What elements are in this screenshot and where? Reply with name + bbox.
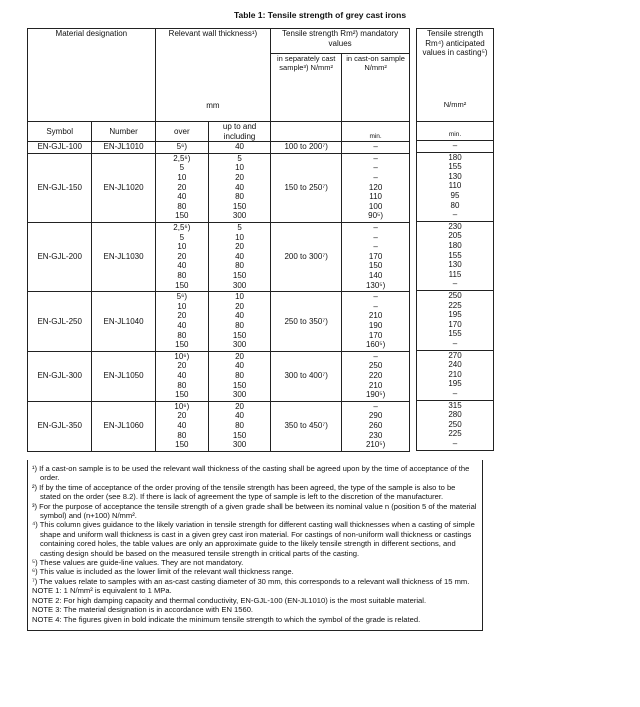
grade-caston-value: –	[373, 142, 378, 152]
note-item: NOTE 1: 1 N/mm² is equivalent to 1 MPa.	[32, 586, 172, 596]
anticipated-row	[417, 290, 494, 350]
grade-upto-value: 300	[232, 390, 247, 400]
grade-over-value: 40	[177, 420, 187, 430]
grade-anticipated-value: 130	[448, 260, 462, 270]
grade-anticipated-value: 180	[448, 240, 462, 250]
header-wall-thickness: Relevant wall thickness¹)	[155, 29, 270, 54]
grade-row	[28, 222, 410, 291]
grade-over-value: 40	[177, 192, 187, 202]
grade-upto-value: 150	[232, 380, 247, 390]
grade-upto-value: 20	[235, 401, 245, 411]
grade-anticipated-value: 195	[448, 379, 462, 389]
grade-upto-value: 20	[235, 351, 245, 361]
grade-upto-value: 300	[232, 211, 247, 221]
grade-upto-value: 10	[235, 163, 245, 173]
grade-upto-value: 300	[232, 440, 247, 450]
grade-over-value: 20	[177, 361, 187, 371]
grade-row	[28, 292, 410, 352]
grade-over	[155, 292, 208, 352]
grade-anticipated	[417, 290, 494, 350]
grade-caston-value: 190	[368, 320, 383, 330]
grade-symbol: EN-GJL-200	[28, 222, 92, 291]
grade-over-value: 2,5⁶)	[173, 222, 191, 232]
grade-caston	[342, 142, 410, 154]
grade-anticipated-value: –	[452, 438, 458, 448]
grade-over-value: 5	[179, 232, 185, 242]
footnote: ⁶) This value is included as the lower limit of the relevant wall thickness range.	[32, 567, 294, 577]
grade-anticipated-value: 95	[450, 190, 460, 200]
grade-over-value: 40	[177, 320, 187, 330]
grade-anticipated-value: –	[452, 210, 458, 220]
grade-caston-value: –	[373, 242, 378, 252]
grade-separate-range: 350 to 450⁷)	[271, 401, 342, 451]
grade-separate-range: 200 to 300⁷)	[271, 222, 342, 291]
grade-caston-value: 130⁵)	[365, 280, 386, 290]
header-cast-on: in cast-on sample N/mm²	[342, 53, 410, 101]
grade-caston-value: 210	[368, 380, 383, 390]
note-item: NOTE 4: The figures given in bold indicate the minimum tensile strength to which the symbol of the grade is related.	[32, 614, 421, 624]
anticipated-row	[417, 400, 494, 450]
grade-anticipated-value: 225	[448, 429, 462, 439]
grade-upto-value: 150	[232, 201, 247, 211]
grade-number: EN-JL1060	[92, 401, 155, 451]
grade-upto	[208, 142, 270, 154]
grade-upto-value: 40	[235, 361, 245, 371]
grade-upto-value: 80	[235, 320, 245, 330]
grade-caston	[342, 153, 410, 222]
footnote: ⁴) This column gives guidance to the likely variation in tensile strength for different casting wall thicknesses when a casting of simple shape and uniform wall thickness is cast in a given grey cast iron material. For castings of non-uniform wall thickness or castings containing cored holes, the table values are only an approximate guide to the likely tensile strength in different sections, and casting design should be based on the measured tensile strength in critical parts of the casting.	[32, 520, 475, 558]
grade-caston-value: 140	[368, 270, 383, 280]
grade-anticipated	[417, 221, 494, 290]
grade-upto	[208, 153, 270, 222]
grade-caston-value: 260	[368, 420, 383, 430]
grade-symbol: EN-GJL-250	[28, 292, 92, 352]
grade-number: EN-JL1010	[92, 142, 155, 154]
grade-anticipated	[417, 141, 494, 153]
grade-separate-range: 150 to 250⁷)	[271, 153, 342, 222]
grade-anticipated-value: 155	[448, 250, 462, 260]
grade-caston	[342, 401, 410, 451]
grade-number: EN-JL1040	[92, 292, 155, 352]
header-tensile-strength: Tensile strength Rm²) mandatory values	[271, 29, 410, 54]
grade-upto-value: 40	[235, 251, 245, 261]
grade-caston-value: 120	[368, 182, 383, 192]
grade-number: EN-JL1020	[92, 153, 155, 222]
grade-over-value: 40	[177, 370, 187, 380]
grade-over-value: 10	[177, 172, 187, 182]
grade-over-value: 80	[177, 270, 187, 280]
grade-separate-range: 300 to 400⁷)	[271, 351, 342, 401]
grade-anticipated	[417, 350, 494, 400]
grade-over-value: 5⁶)	[176, 292, 188, 302]
grade-upto-value: 40	[235, 142, 245, 152]
grade-anticipated	[417, 152, 494, 221]
grade-caston-value: –	[373, 153, 378, 163]
grade-anticipated-value: 130	[448, 171, 462, 181]
footnote: ³) For the purpose of acceptance the tensile strength of a given grade shall be between its nominal value n (position 5 of the material symbol) and (n+100) N/mm².	[32, 501, 477, 521]
grade-anticipated-value: 250	[448, 290, 462, 300]
grade-upto-value: 40	[235, 411, 245, 421]
grade-caston-value: 190⁵)	[365, 390, 386, 400]
grade-anticipated-value: 195	[448, 310, 462, 320]
grade-row	[28, 401, 410, 451]
grade-anticipated-value: 270	[448, 350, 462, 360]
grade-over-value: 5⁶)	[176, 142, 188, 152]
grade-caston-value: 170	[368, 330, 383, 340]
grade-upto-value: 80	[235, 192, 245, 202]
grade-over-value: 5	[179, 163, 185, 173]
grade-caston-value: 110	[369, 192, 382, 202]
grade-anticipated-value: –	[452, 279, 458, 289]
grade-caston	[342, 292, 410, 352]
grade-upto-value: 300	[232, 340, 247, 350]
grade-anticipated-value: 225	[448, 300, 462, 310]
grade-over-value: 20	[177, 311, 187, 321]
grade-anticipated-value: 280	[448, 410, 462, 420]
anticipated-row	[417, 141, 494, 153]
grade-anticipated-value: 155	[448, 329, 462, 339]
grade-over	[155, 401, 208, 451]
grade-anticipated-value: 315	[448, 400, 462, 410]
grade-caston	[342, 351, 410, 401]
header-number: Number	[92, 122, 155, 142]
grade-caston-value: –	[373, 401, 378, 411]
note-item: NOTE 2: For high damping capacity and thermal conductivity, EN-GJL-100 (EN-JL1010) is the most suitable material.	[32, 595, 427, 605]
grade-upto-value: 150	[232, 330, 247, 340]
footnotes	[27, 460, 483, 631]
header-nmm2: N/mm²	[417, 89, 494, 122]
grade-caston-value: 210⁵)	[365, 440, 386, 450]
grade-over-value: 150	[175, 440, 189, 450]
grade-over-value: 2,5⁶)	[173, 153, 191, 163]
grade-caston-value: –	[373, 292, 378, 302]
grade-over-value: 40	[177, 261, 187, 271]
grade-number: EN-JL1050	[92, 351, 155, 401]
header-anticipated: Tensile strength Rm⁴) anticipated values in casting⁵)	[417, 29, 494, 90]
grade-symbol: EN-GJL-150	[28, 153, 92, 222]
grade-anticipated-value: –	[452, 141, 458, 150]
grade-anticipated-value: –	[452, 388, 458, 398]
grade-upto-value: 40	[235, 182, 245, 192]
grade-caston-value: 230	[368, 430, 383, 440]
strength-table	[27, 28, 410, 452]
grade-caston-value: 250	[368, 361, 383, 371]
grade-caston-value: 170	[368, 251, 383, 261]
grade-caston-value: –	[373, 172, 378, 182]
grade-upto-value: 150	[232, 270, 247, 280]
grade-over-value: 150	[175, 211, 189, 221]
header-min-anticipated: min.	[417, 122, 494, 141]
grade-anticipated-value: 80	[450, 200, 460, 210]
table-title: Table 1: Tensile strength of grey cast irons	[233, 10, 407, 20]
grade-upto-value: 20	[235, 301, 245, 311]
grade-caston	[342, 222, 410, 291]
grade-anticipated-value: 115	[448, 269, 462, 279]
header-up-to: up to and including	[208, 122, 270, 142]
header-over: over	[155, 122, 208, 142]
grade-row	[28, 142, 410, 154]
grade-over	[155, 222, 208, 291]
grade-over-value: 80	[177, 430, 187, 440]
grade-symbol: EN-GJL-350	[28, 401, 92, 451]
header-separately-cast: in separately cast sample³) N/mm²	[271, 53, 342, 101]
grade-upto	[208, 292, 270, 352]
grade-anticipated-value: 230	[448, 221, 462, 231]
grade-anticipated-value: 240	[448, 360, 462, 370]
grade-upto-value: 150	[232, 430, 247, 440]
footnote: ²) If by the time of acceptance of the order proving of the tensile strength has been agreed, the type of the sample is also to be stated on the order (see 8.2). If there is lack of agreement the type of sample is left to the discretion of the manufacturer.	[32, 482, 456, 502]
grade-caston-value: 160⁵)	[365, 340, 386, 350]
header-min: min.	[342, 122, 410, 142]
grade-separate-range: 100 to 200⁷)	[271, 142, 342, 154]
grade-upto-value: 20	[235, 172, 245, 182]
grade-anticipated	[417, 400, 494, 450]
grade-upto-value: 40	[235, 311, 245, 321]
anticipated-row	[417, 221, 494, 290]
grade-anticipated-value: –	[452, 338, 458, 348]
grade-caston-value: 290	[368, 411, 383, 421]
grade-upto-value: 5	[237, 153, 242, 163]
grade-upto-value: 80	[235, 370, 245, 380]
grade-over	[155, 142, 208, 154]
grade-symbol: EN-GJL-300	[28, 351, 92, 401]
grade-upto-value: 20	[235, 242, 245, 252]
grade-over	[155, 153, 208, 222]
grade-caston-value: –	[373, 232, 378, 242]
grade-anticipated-value: 205	[448, 231, 462, 241]
grade-over-value: 10⁶)	[174, 401, 190, 411]
grade-upto-value: 5	[237, 222, 242, 232]
grade-upto	[208, 401, 270, 451]
anticipated-table	[416, 28, 494, 451]
grade-upto	[208, 222, 270, 291]
grade-over-value: 150	[175, 390, 189, 400]
header-material-designation: Material designation	[28, 29, 156, 54]
grade-upto-value: 10	[235, 292, 245, 302]
grade-upto-value: 10	[235, 232, 245, 242]
grade-over-value: 20	[177, 182, 187, 192]
grade-over-value: 10⁶)	[174, 351, 190, 361]
grade-upto-value: 300	[232, 280, 247, 290]
grade-over-value: 10	[177, 301, 187, 311]
grade-caston-value: 90⁵)	[368, 211, 384, 221]
grade-caston-value: 100	[368, 201, 383, 211]
grade-upto	[208, 351, 270, 401]
grade-caston-value: –	[373, 163, 378, 173]
grade-over-value: 80	[177, 330, 187, 340]
header-symbol: Symbol	[28, 122, 92, 142]
grade-caston-value: –	[373, 351, 378, 361]
header-mm: mm	[155, 101, 270, 122]
footnote: ¹) If a cast-on sample is to be used the relevant wall thickness of the casting shall be agreed upon by the time of acceptance of the order.	[32, 464, 470, 483]
grade-caston-value: 210	[368, 311, 383, 321]
grade-row	[28, 351, 410, 401]
grade-anticipated-value: 170	[448, 319, 462, 329]
grade-over-value: 80	[177, 380, 187, 390]
footnote: ⁷) The values relate to samples with an as-cast casting diameter of 30 mm, this corresponds to a relevant wall thickness of 15 mm.	[32, 576, 470, 586]
grade-over	[155, 351, 208, 401]
grade-caston-value: –	[373, 301, 378, 311]
grade-caston-value: –	[373, 222, 378, 232]
anticipated-row	[417, 152, 494, 221]
grade-upto-value: 80	[235, 420, 245, 430]
footnote: ⁵) These values are guide-line values. They are not mandatory.	[32, 558, 244, 568]
grade-number: EN-JL1030	[92, 222, 155, 291]
grade-caston-value: 220	[368, 370, 383, 380]
grade-row	[28, 153, 410, 222]
grade-over-value: 10	[177, 242, 187, 252]
grade-caston-value: 150	[368, 261, 383, 271]
grade-anticipated-value: 110	[448, 181, 462, 191]
grade-anticipated-value: 210	[448, 369, 462, 379]
anticipated-row	[417, 350, 494, 400]
grade-over-value: 20	[177, 251, 187, 261]
grade-anticipated-value: 155	[448, 162, 462, 172]
grade-over-value: 150	[175, 340, 189, 350]
note-item: NOTE 3: The material designation is in accordance with EN 1560.	[32, 605, 254, 615]
grade-separate-range: 250 to 350⁷)	[271, 292, 342, 352]
grade-over-value: 20	[177, 411, 187, 421]
grade-over-value: 80	[177, 201, 187, 211]
grade-anticipated-value: 250	[448, 419, 462, 429]
grade-over-value: 150	[175, 280, 189, 290]
grade-anticipated-value: 180	[448, 152, 462, 162]
grade-symbol: EN-GJL-100	[28, 142, 92, 154]
grade-upto-value: 80	[235, 261, 245, 271]
